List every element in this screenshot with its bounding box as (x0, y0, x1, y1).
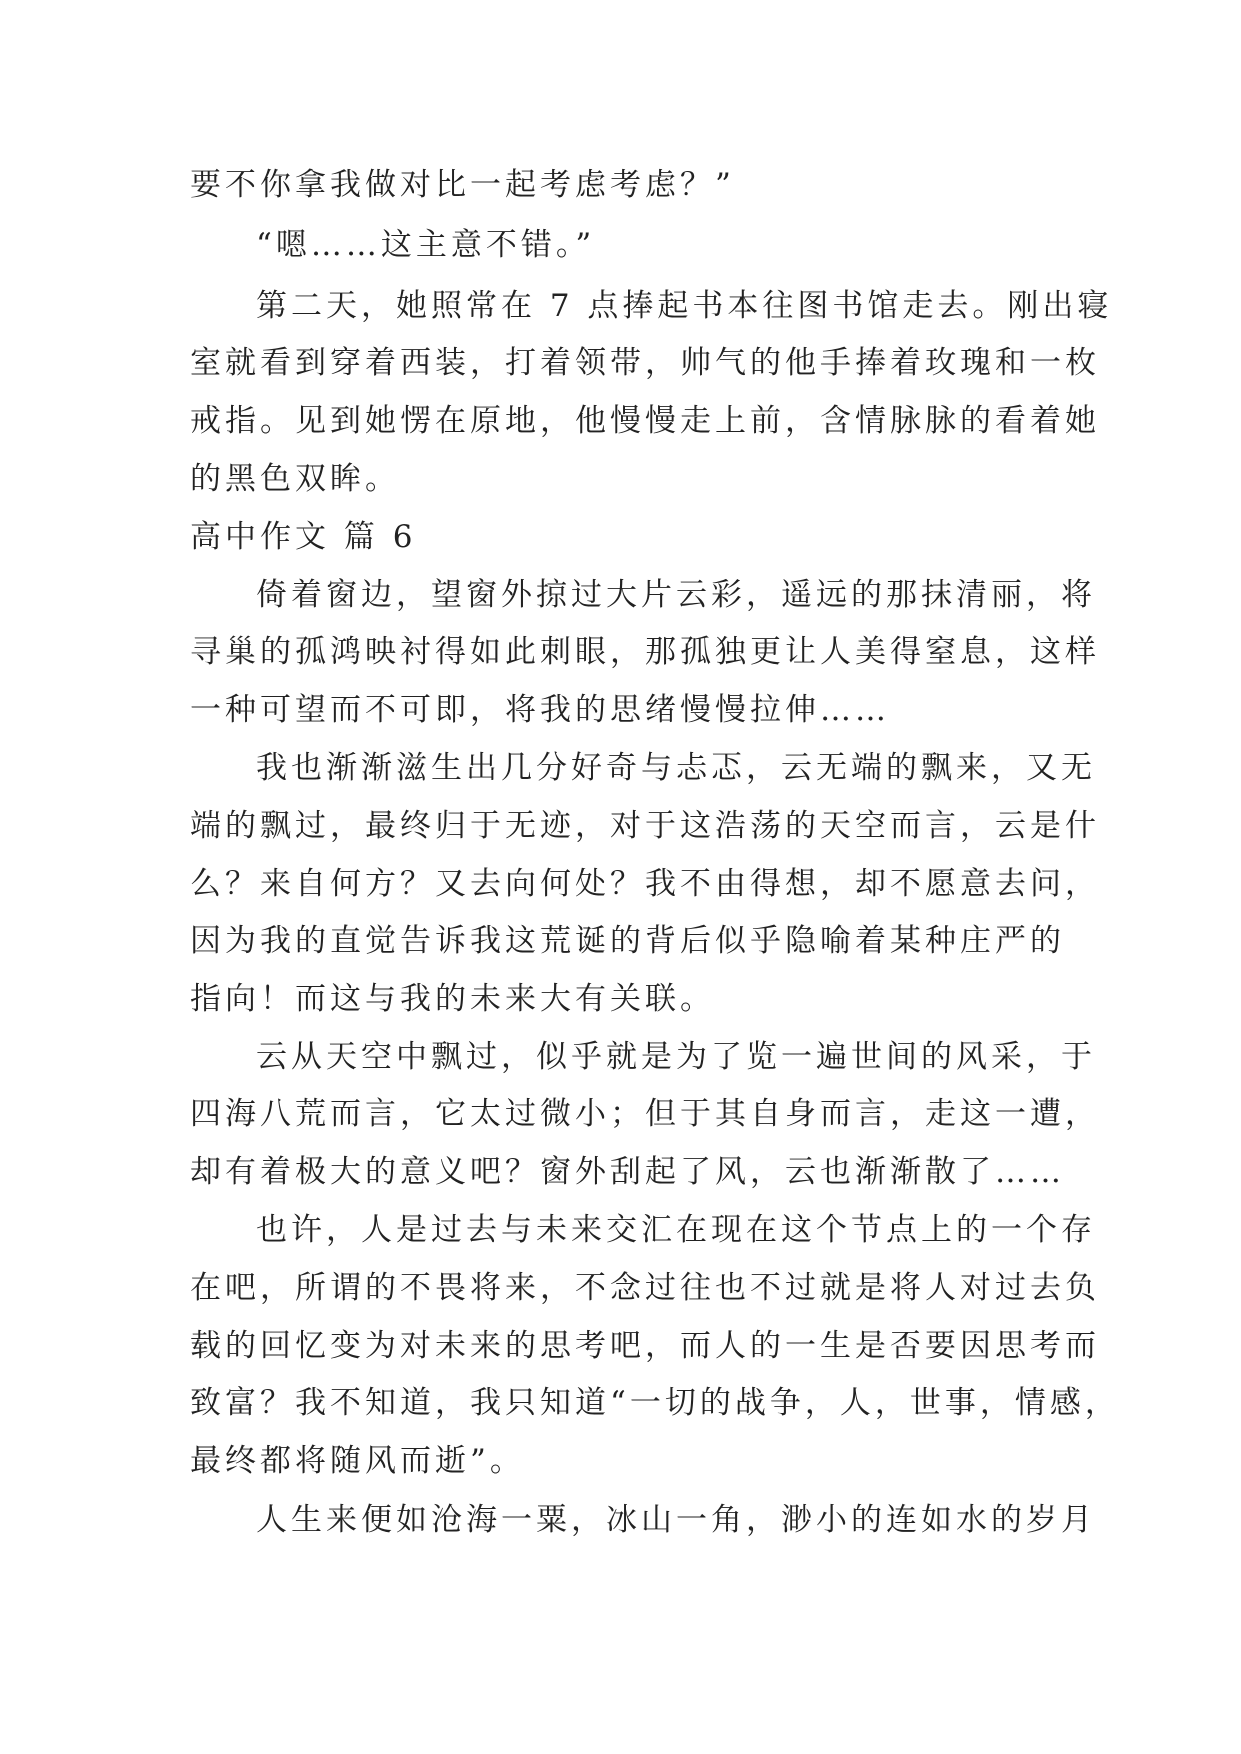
text-line: 的黑色双眸。 (190, 461, 400, 497)
text-line: 因为我的直觉告诉我这荒诞的背后似乎隐喻着某种庄严的 (190, 923, 1065, 959)
text-line: 人生来便如沧海一粟，冰山一角，渺小的连如水的岁月 (256, 1502, 1096, 1538)
text-line: 要不你拿我做对比一起考虑考虑？” (190, 167, 735, 203)
text-line: 么？来自何方？又去向何处？我不由得想，却不愿意去问， (190, 866, 1100, 902)
text-line: 室就看到穿着西装，打着领带，帅气的他手捧着玫瑰和一枚 (190, 345, 1100, 381)
section-heading: 高中作文 篇 6 (190, 519, 417, 555)
text-line: 我也渐渐滋生出几分好奇与忐忑，云无端的飘来，又无 (256, 750, 1096, 786)
text-line: 却有着极大的意义吧？窗外刮起了风，云也渐渐散了…… (190, 1154, 1065, 1190)
text-line: 四海八荒而言，它太过微小；但于其自身而言，走这一遭， (190, 1096, 1100, 1132)
text-line: 载的回忆变为对未来的思考吧，而人的一生是否要因思考而 (190, 1328, 1100, 1364)
text-line: 倚着窗边，望窗外掠过大片云彩，遥远的那抹清丽，将 (256, 577, 1096, 613)
text-line: 最终都将随风而逝”。 (190, 1443, 525, 1479)
text-line: 也许，人是过去与未来交汇在现在这个节点上的一个存 (256, 1212, 1096, 1248)
text-line: 第二天，她照常在 7 点捧起书本往图书馆走去。刚出寝 (256, 288, 1113, 324)
text-line: 戒指。见到她愣在原地，他慢慢走上前，含情脉脉的看着她 (190, 403, 1100, 439)
text-line: 指向！而这与我的未来大有关联。 (190, 981, 715, 1017)
text-line: 寻巢的孤鸿映衬得如此刺眼，那孤独更让人美得窒息，这样 (190, 634, 1100, 670)
text-line: 致富？我不知道，我只知道“一切的战争，人，世事，情感， (190, 1385, 1120, 1421)
text-line: “嗯……这主意不错。” (256, 227, 596, 263)
text-line: 端的飘过，最终归于无迹，对于这浩荡的天空而言，云是什 (190, 808, 1100, 844)
text-line: 在吧，所谓的不畏将来，不念过往也不过就是将人对过去负 (190, 1270, 1100, 1306)
text-line: 云从天空中飘过，似乎就是为了览一遍世间的风采，于 (256, 1039, 1096, 1075)
text-line: 一种可望而不可即，将我的思绪慢慢拉伸…… (190, 692, 890, 728)
